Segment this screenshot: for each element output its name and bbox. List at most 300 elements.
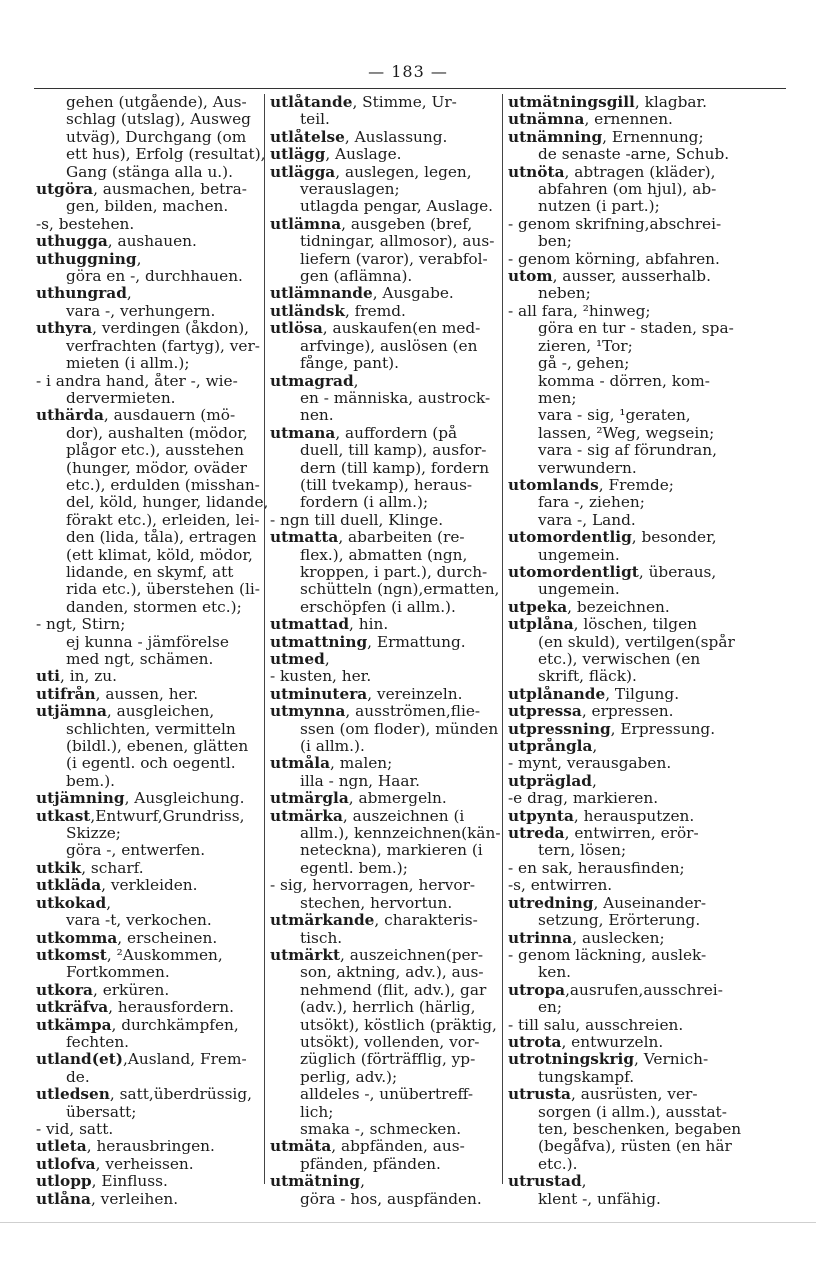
entry-line — [270, 146, 502, 163]
entry-text: gen, bilden, machen. — [66, 198, 229, 216]
entry-text: Gang (stänga alla u.). — [66, 163, 233, 181]
entry-text: , erküren. — [92, 981, 170, 999]
continuation-line — [270, 599, 502, 616]
headword: utmärkande — [270, 912, 375, 930]
entry-line — [36, 790, 272, 807]
continuation-line — [270, 825, 502, 842]
headword: utlösa — [270, 320, 323, 338]
entry-line — [270, 634, 502, 651]
continuation-line — [508, 442, 744, 459]
headword: uthugga — [36, 233, 108, 251]
entry-text: - ngn till duell, Klinge. — [270, 511, 444, 529]
entry-text: schlag (utslag), Ausweg — [66, 111, 251, 129]
entry-text: pfänden, pfänden. — [300, 1155, 441, 1173]
entry-text: , verkleiden. — [101, 877, 198, 895]
entry-text: lassen, ²Weg, wegsein; — [538, 424, 715, 442]
headword: utifrån — [36, 685, 96, 703]
entry-line — [508, 477, 744, 494]
continuation-line — [36, 755, 272, 772]
entry-text: mieten (i allm.); — [66, 355, 190, 373]
entry-line — [36, 407, 272, 424]
entry-text: , — [360, 1173, 365, 1191]
column-2 — [270, 94, 502, 1208]
entry-line — [36, 930, 272, 947]
entry-text: ,Ausland, Frem- — [123, 1051, 247, 1069]
entry-text: , — [126, 285, 132, 303]
entry-text: , scharf. — [81, 859, 144, 877]
entry-text: ben; — [538, 233, 572, 251]
entry-text: ssen (om floder), münden — [300, 720, 499, 738]
entry-text: , — [324, 651, 330, 668]
continuation-line — [270, 930, 502, 947]
entry-text: utsökt), vollenden, vor- — [300, 1033, 480, 1051]
entry-text: lidande, en skymf, att — [66, 563, 234, 581]
continuation-line — [36, 825, 272, 842]
entry-text: , malen; — [330, 755, 393, 773]
entry-text: (bildl.), ebenen, glätten — [66, 738, 249, 756]
entry-text: del, köld, hunger, lidande, — [66, 494, 269, 512]
continuation-line — [270, 1069, 502, 1086]
entry-text: verauslagen; — [300, 181, 400, 199]
continuation-line — [36, 303, 272, 320]
entry-line — [508, 930, 744, 947]
entry-text: schlichten, vermitteln — [66, 720, 236, 738]
continuation-line — [36, 721, 272, 738]
entry-text: (adv.), herrlich (härlig, — [300, 999, 476, 1017]
entry-text: arfvinge), auslösen (en — [300, 337, 478, 355]
headword: utmärka — [270, 807, 343, 825]
continuation-line — [270, 1086, 502, 1103]
entry-line — [36, 1086, 272, 1103]
headword: utkast — [36, 807, 91, 825]
headword: utlopp — [36, 1173, 92, 1191]
entry-line — [508, 982, 744, 999]
continuation-line — [36, 1069, 272, 1086]
entry-line — [270, 912, 502, 929]
entry-text: stechen, hervortun. — [300, 894, 453, 912]
continuation-line — [36, 1104, 272, 1121]
entry-text: , satt,überdrüssig, — [109, 1086, 252, 1104]
entry-text: verfrachten (fartyg), ver- — [66, 337, 260, 355]
continuation-line — [508, 338, 744, 355]
continuation-line — [270, 547, 502, 564]
continuation-line — [36, 442, 272, 459]
continuation-line — [270, 982, 502, 999]
entry-text: ten, beschenken, begaben — [538, 1120, 742, 1138]
entry-text: (begåfva), rüsten (en här — [538, 1138, 732, 1156]
entry-text: , aussen, her. — [95, 685, 199, 703]
continuation-line — [270, 842, 502, 859]
entry-line — [508, 808, 744, 825]
continuation-line — [36, 425, 272, 442]
entry-line — [270, 616, 502, 633]
entry-text: rida etc.), überstehen (li- — [66, 581, 260, 599]
continuation-line — [508, 790, 744, 807]
column-separator — [264, 94, 265, 1184]
continuation-line — [508, 947, 744, 964]
entry-text: göra en -, durchhauen. — [66, 268, 243, 286]
headword: utom — [508, 268, 553, 286]
headword: utlämnande — [270, 285, 373, 303]
continuation-line — [508, 1156, 744, 1173]
entry-text: perlig, adv.); — [300, 1068, 398, 1086]
entry-text: vara - sig, ¹geraten, — [538, 407, 691, 425]
entry-text: setzung, Erörterung. — [538, 912, 701, 930]
headword: utkräfva — [36, 999, 109, 1017]
entry-text: , — [353, 372, 359, 390]
entry-text: , herausbringen. — [86, 1138, 215, 1156]
entry-text: (en skuld), vertilgen(spår — [538, 633, 735, 651]
continuation-line — [270, 407, 502, 424]
entry-text: , vereinzeln. — [367, 685, 463, 703]
entry-text: , hin. — [349, 616, 389, 634]
entry-line — [270, 947, 502, 964]
entry-line — [508, 94, 744, 111]
entry-text: dor), aushalten (mödor, — [66, 424, 248, 442]
entry-line — [508, 703, 744, 720]
continuation-line — [508, 1191, 744, 1208]
entry-text: , abmergeln. — [348, 790, 447, 808]
column-3 — [508, 94, 744, 1208]
entry-line — [508, 529, 744, 546]
continuation-line — [508, 285, 744, 302]
entry-line — [508, 773, 744, 790]
continuation-line — [270, 390, 502, 407]
continuation-line — [508, 373, 744, 390]
entry-line — [270, 216, 502, 233]
entry-text: gen (aflämna). — [300, 268, 413, 286]
continuation-line — [270, 338, 502, 355]
entry-text: , Stimme, Ur- — [352, 94, 457, 111]
entry-line — [508, 616, 744, 633]
entry-line — [36, 233, 272, 250]
continuation-line — [270, 181, 502, 198]
entry-text: vara -t, verkochen. — [66, 912, 212, 930]
entry-text: göra -, entwerfen. — [66, 842, 206, 860]
entry-text: , Auslassung. — [344, 128, 448, 146]
entry-text: - en sak, herausfinden; — [508, 859, 685, 877]
entry-text: , Ausgabe. — [372, 285, 454, 303]
entry-text: fordern (i allm.); — [300, 494, 429, 512]
entry-line — [508, 164, 744, 181]
entry-text: Fortkommen. — [66, 964, 170, 982]
headword: utkokad — [36, 894, 107, 912]
continuation-line — [508, 1104, 744, 1121]
entry-text: illa - ngn, Haar. — [300, 772, 420, 790]
entry-text: son, aktning, adv.), aus- — [300, 964, 484, 982]
entry-line — [36, 1156, 272, 1173]
headword: utkämpa — [36, 1016, 112, 1034]
entry-text: , aushauen. — [107, 233, 197, 251]
entry-text: , ausmachen, betra- — [93, 181, 247, 199]
headword: utlåtande — [270, 94, 353, 111]
entry-text: , verheissen. — [95, 1155, 194, 1173]
entry-text: , klagbar. — [634, 94, 708, 111]
entry-text: tern, lösen; — [538, 842, 627, 860]
continuation-line — [36, 616, 272, 633]
entry-text: schütteln (ngn),ermatten, — [300, 581, 500, 599]
continuation-line — [270, 442, 502, 459]
entry-text: zieren, ¹Tor; — [538, 337, 633, 355]
headword: utmatta — [270, 529, 339, 547]
entry-text: , ausrüsten, ver- — [570, 1086, 698, 1104]
column-separator — [502, 94, 503, 1184]
entry-text: - mynt, verausgaben. — [508, 755, 672, 773]
entry-text: , auslecken; — [572, 929, 665, 947]
headword: utkik — [36, 859, 82, 877]
continuation-line — [508, 390, 744, 407]
entry-text: , Ermattung. — [367, 633, 466, 651]
continuation-line — [270, 999, 502, 1016]
headword: utmätning — [270, 1173, 361, 1191]
entry-line — [36, 895, 272, 912]
continuation-line — [508, 755, 744, 772]
continuation-line — [508, 651, 744, 668]
continuation-line — [36, 216, 272, 233]
entry-line — [36, 1173, 272, 1190]
entry-line — [270, 529, 502, 546]
entry-text: , ²Auskommen, — [106, 946, 223, 964]
continuation-line — [270, 477, 502, 494]
continuation-line — [508, 581, 744, 598]
continuation-line — [270, 877, 502, 894]
entry-line — [508, 895, 744, 912]
continuation-line — [508, 1121, 744, 1138]
headword: utkläda — [36, 877, 102, 895]
entry-text: ej kunna - jämförelse — [66, 633, 229, 651]
headword: utmattad — [270, 616, 350, 634]
entry-text: züglich (förträfflig, yp- — [300, 1051, 476, 1069]
entry-text: ett hus), Erfolg (resultat), — [66, 146, 266, 164]
headword: utplånande — [508, 685, 606, 703]
headword: utlämna — [270, 215, 342, 233]
headword: utmärgla — [270, 790, 349, 808]
entry-text: , auffordern (på — [335, 424, 458, 442]
continuation-line — [508, 425, 744, 442]
entry-line — [36, 1017, 272, 1034]
entry-text: , auszeichnen (i — [342, 807, 465, 825]
entry-line — [270, 303, 502, 320]
continuation-line — [508, 233, 744, 250]
entry-text: vara - sig af förundran, — [538, 442, 717, 460]
headword: utmäta — [270, 1138, 332, 1156]
header-rule — [34, 88, 786, 89]
entry-text: sorgen (i allm.), ausstat- — [538, 1103, 727, 1121]
continuation-line — [270, 460, 502, 477]
entry-text: den (lida, tåla), ertragen — [66, 529, 257, 547]
entry-text: vara -, Land. — [538, 511, 636, 529]
entry-line — [270, 1138, 502, 1155]
entry-text: , — [581, 1173, 587, 1191]
continuation-line — [36, 373, 272, 390]
entry-text: bem.). — [66, 772, 116, 790]
continuation-line — [508, 303, 744, 320]
headword: uthyra — [36, 320, 93, 338]
entry-text: , Ausgleichung. — [124, 790, 245, 808]
entry-text: ungemein. — [538, 546, 620, 564]
entry-text: tisch. — [300, 929, 343, 947]
entry-line — [270, 755, 502, 772]
headword: utprångla — [508, 738, 593, 756]
headword: utrotningskrig — [508, 1051, 635, 1069]
headword: utpynta — [508, 807, 574, 825]
entry-text: - genom körning, abfahren. — [508, 250, 720, 268]
entry-line — [270, 1173, 502, 1190]
headword: utlofva — [36, 1155, 96, 1173]
entry-text: , herausputzen. — [573, 807, 695, 825]
headword: utlåtelse — [270, 128, 345, 146]
entry-line — [508, 738, 744, 755]
entry-text: , auslegen, legen, — [335, 163, 472, 181]
entry-text: - genom läckning, auslek- — [508, 946, 707, 964]
continuation-line — [270, 564, 502, 581]
continuation-line — [508, 407, 744, 424]
entry-text: , in, zu. — [60, 668, 117, 686]
headword: utpräglad — [508, 772, 592, 790]
entry-text: etc.). — [538, 1155, 578, 1173]
continuation-line — [270, 111, 502, 128]
entry-text: göra - hos, auspfänden. — [300, 1190, 482, 1208]
entry-line — [270, 651, 502, 668]
entry-text: neteckna), markieren (i — [300, 842, 483, 860]
entry-line — [36, 181, 272, 198]
continuation-line — [508, 547, 744, 564]
continuation-line — [508, 860, 744, 877]
entry-text: , auszeichnen(per- — [340, 946, 484, 964]
continuation-line — [270, 1034, 502, 1051]
entry-text: smaka -, schmecken. — [300, 1120, 462, 1138]
continuation-line — [508, 198, 744, 215]
headword: utrusta — [508, 1086, 571, 1104]
entry-text: , verleihen. — [90, 1190, 179, 1208]
entry-text: lich; — [300, 1103, 334, 1121]
entry-text: , auskaufen(en med- — [322, 320, 481, 338]
entry-line — [36, 982, 272, 999]
entry-text: , — [136, 250, 142, 268]
entry-line — [270, 373, 502, 390]
headword: utkora — [36, 981, 93, 999]
entry-text: skrift, fläck). — [538, 668, 637, 686]
entry-text: , — [591, 772, 597, 790]
headword: utnämning — [508, 128, 603, 146]
entry-text: nen. — [300, 407, 334, 425]
headword: utminutera — [270, 685, 368, 703]
continuation-line — [36, 1121, 272, 1138]
continuation-line — [508, 181, 744, 198]
continuation-line — [270, 1051, 502, 1068]
entry-text: - kusten, her. — [270, 668, 372, 686]
entry-text: etc.), verwischen (en — [538, 651, 701, 668]
entry-text: , durchkämpfen, — [111, 1016, 239, 1034]
entry-text: (hunger, mödor, oväder — [66, 459, 247, 477]
entry-text: , besonder, — [631, 529, 717, 547]
headword: utkomst — [36, 946, 107, 964]
entry-text: fechten. — [66, 1033, 130, 1051]
entry-text: , Tilgung. — [605, 685, 680, 703]
continuation-line — [270, 721, 502, 738]
entry-text: allm.), kennzeichnen(kän- — [300, 825, 501, 843]
entry-text: , ausströmen,flie- — [345, 703, 481, 721]
entry-text: - i andra hand, åter -, wie- — [36, 372, 238, 390]
entry-text: , ausdauern (mö- — [103, 407, 236, 425]
continuation-line — [36, 460, 272, 477]
entry-text: , Ernennung; — [602, 128, 704, 146]
entry-line — [36, 1191, 272, 1208]
entry-text: , — [592, 738, 598, 756]
entry-line — [36, 686, 272, 703]
entry-text: tungskampf. — [538, 1068, 635, 1086]
entry-line — [36, 668, 272, 685]
column-1 — [36, 94, 272, 1208]
continuation-line — [36, 547, 272, 564]
continuation-line — [508, 512, 744, 529]
continuation-line — [508, 668, 744, 685]
entry-line — [36, 877, 272, 894]
entry-text: , abarbeiten (re- — [338, 529, 465, 547]
entry-text: übersatt; — [66, 1103, 137, 1121]
continuation-line — [508, 1017, 744, 1034]
entry-text: dervermieten. — [66, 389, 176, 407]
entry-text: , Auseinander- — [593, 894, 707, 912]
entry-text: utsökt), köstlich (präktig, — [300, 1016, 497, 1034]
entry-line — [508, 111, 744, 128]
entry-line — [36, 999, 272, 1016]
entry-line — [36, 320, 272, 337]
entry-line — [508, 268, 744, 285]
headword: uthärda — [36, 407, 104, 425]
headword: uti — [36, 668, 60, 686]
entry-text: , ernennen. — [584, 111, 673, 129]
continuation-line — [36, 964, 272, 981]
entry-text: -e drag, markieren. — [508, 790, 659, 808]
headword: utland(et) — [36, 1051, 124, 1069]
page-number: — 183 — — [368, 62, 448, 81]
headword: utredning — [508, 894, 594, 912]
entry-text: klent -, unfähig. — [538, 1190, 661, 1208]
continuation-line — [36, 564, 272, 581]
entry-text: de. — [66, 1068, 90, 1086]
entry-text: , — [106, 894, 112, 912]
entry-text: ,Entwurf,Grundriss, — [90, 807, 245, 825]
entry-text: neben; — [538, 285, 591, 303]
entry-line — [36, 860, 272, 877]
headword: utmynna — [270, 703, 346, 721]
headword: utlägg — [270, 146, 326, 164]
continuation-line — [36, 390, 272, 407]
entry-text: men; — [538, 389, 577, 407]
continuation-line — [508, 634, 744, 651]
continuation-line — [508, 460, 744, 477]
continuation-line — [270, 268, 502, 285]
continuation-line — [508, 320, 744, 337]
headword: utmärkt — [270, 946, 341, 964]
continuation-line — [36, 494, 272, 511]
entry-text: erschöpfen (i allm.). — [300, 598, 456, 616]
entry-text: dern (till kamp), fordern — [300, 459, 490, 477]
entry-text: , Erpressung. — [610, 720, 716, 738]
entry-text: , Fremde; — [598, 476, 674, 494]
continuation-line — [36, 268, 272, 285]
continuation-line — [270, 860, 502, 877]
headword: utomlands — [508, 476, 599, 494]
entry-line — [508, 686, 744, 703]
headword: utländsk — [270, 302, 345, 320]
continuation-line — [508, 1138, 744, 1155]
entry-line — [508, 1173, 744, 1190]
headword: utlägga — [270, 163, 336, 181]
headword: utomordentlig — [508, 529, 632, 547]
entry-text: , ausser, ausserhalb. — [552, 268, 711, 286]
